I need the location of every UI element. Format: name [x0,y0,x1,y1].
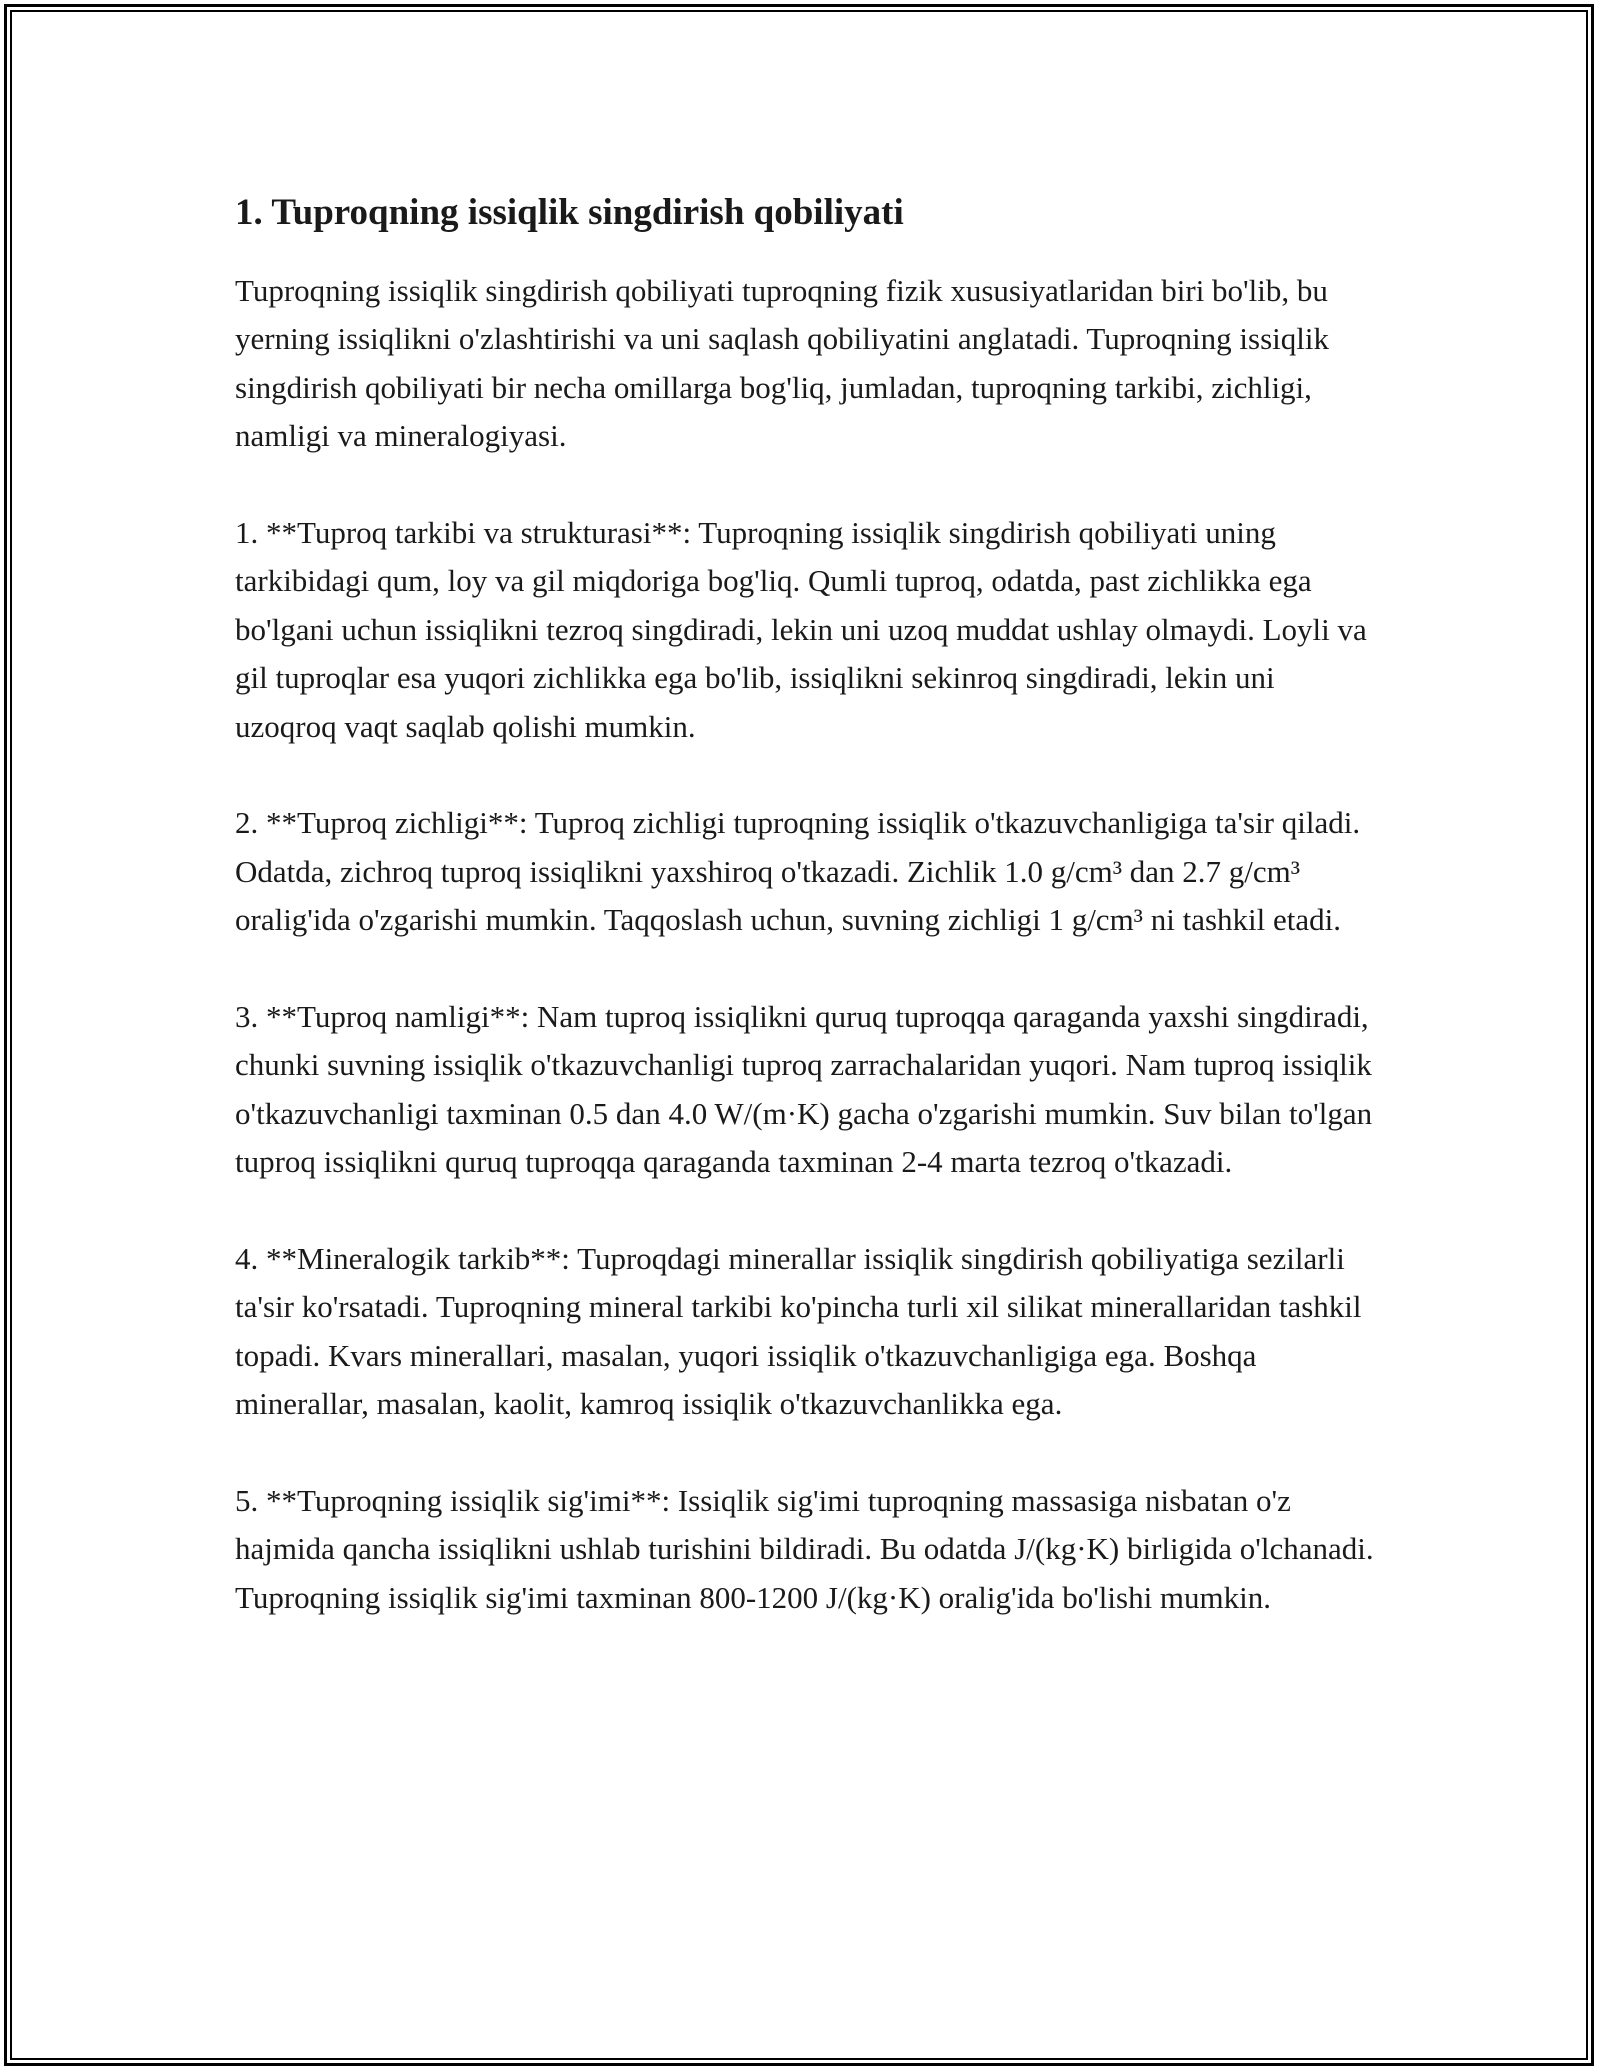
document-body [235,186,1375,1622]
intro-paragraph: Tuproqning issiqlik singdirish qobiliyati tuproqning fizik xususiyatlaridan biri bo'lib, bu yerning issiqlikni o'zlashtirishi va uni saqlash qobiliyatini anglatadi. Tuproqning issiqlik singdirish qobiliyati bir necha omillarga bog'liq, jumladan, tuproqning tarkibi, zichligi, namligi va mineralogiyasi. [235,273,1329,454]
document-title: 1. Tuproqning issiqlik singdirish qobiliyati [235,192,904,233]
paragraph-soil-moisture: 3. **Tuproq namligi**: Nam tuproq issiqlikni quruq tuproqqa qaraganda yaxshi singdiradi, chunki suvning issiqlik o'tkazuvchanligi tuproq zarrachalaridan yuqori. Nam tuproq issiqlik o'tkazuvchanligi taxminan 0.5 dan 4.0 W/(m·K) gacha o'zgarishi mumkin. Suv bilan to'lgan tuproq issiqlikni quruq tuproqqa qaraganda taxminan 2-4 marta tezroq o'tkazadi. [235,999,1373,1180]
paragraph-soil-density: 2. **Tuproq zichligi**: Tuproq zichligi tuproqning issiqlik o'tkazuvchanligiga ta'sir qiladi. Odatda, zichroq tuproq issiqlikni yaxshiroq o'tkazadi. Zichlik 1.0 g/cm³ dan 2.7 g/cm³ oralig'ida o'zgarishi mumkin. Taqqoslash uchun, suvning zichligi 1 g/cm³ ni tashkil etadi. [235,805,1361,938]
paragraph-heat-capacity: 5. **Tuproqning issiqlik sig'imi**: Issiqlik sig'imi tuproqning massasiga nisbatan o'z hajmida qancha issiqlikni ushlab turishini bildiradi. Bu odatda J/(kg·K) birligida o'lchanadi. Tuproqning issiqlik sig'imi taxminan 800-1200 J/(kg·K) oralig'ida bo'lishi mumkin. [235,1483,1374,1615]
paragraph-mineral-composition: 4. **Mineralogik tarkib**: Tuproqdagi minerallar issiqlik singdirish qobiliyatiga sezilarli ta'sir ko'rsatadi. Tuproqning mineral tarkibi ko'pincha turli xil silikat minerallaridan tashkil topadi. Kvars minerallari, masalan, yuqori issiqlik o'tkazuvchanligiga ega. Boshqa minerallar, masalan, kaolit, kamroq issiqlik o'tkazuvchanlikka ega. [235,1241,1362,1422]
paragraph-soil-composition: 1. **Tuproq tarkibi va strukturasi**: Tuproqning issiqlik singdirish qobiliyati uning tarkibidagi qum, loy va gil miqdoriga bog'liq. Qumli tuproq, odatda, past zichlikka ega bo'lgani uchun issiqlikni tezroq singdiradi, lekin uni uzoq muddat ushlay olmaydi. Loyli va gil tuproqlar esa yuqori zichlikka ega bo'lib, issiqlikni sekinroq singdiradi, lekin uni uzoqroq vaqt saqlab qolishi mumkin. [235,515,1367,744]
